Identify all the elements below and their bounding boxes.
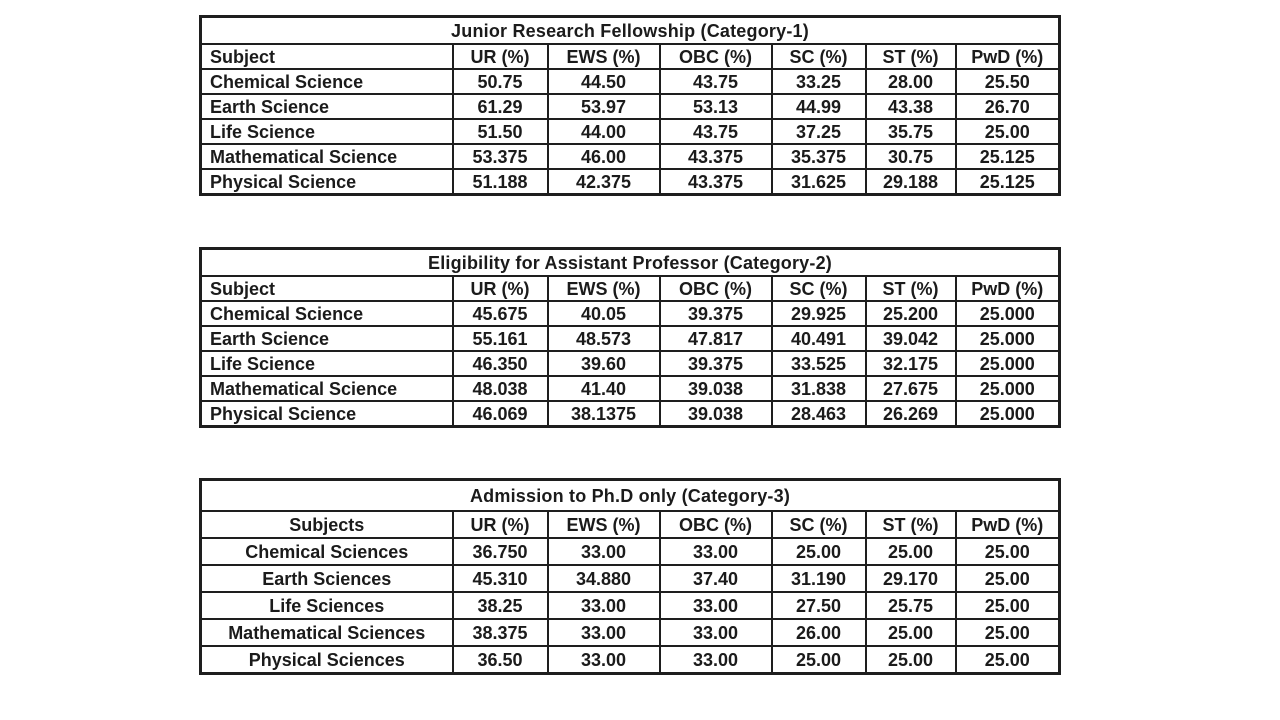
column-header: OBC (%) [660,511,772,538]
table-row [201,169,1060,195]
column-header: EWS (%) [548,276,660,301]
table-row [201,69,1060,94]
value-cell: 40.05 [548,301,660,326]
subject-cell: Chemical Science [201,301,453,326]
subject-cell: Physical Science [201,401,453,427]
value-cell: 51.50 [453,119,548,144]
value-cell: 50.75 [453,69,548,94]
value-cell: 25.00 [956,619,1060,646]
value-cell: 33.00 [660,538,772,565]
value-cell: 26.70 [956,94,1060,119]
value-cell: 29.188 [866,169,956,195]
value-cell: 47.817 [660,326,772,351]
subject-column-header: Subject [201,44,453,69]
column-header: UR (%) [453,511,548,538]
value-cell: 43.375 [660,169,772,195]
value-cell: 35.75 [866,119,956,144]
value-cell: 40.491 [772,326,866,351]
value-cell: 36.750 [453,538,548,565]
subject-cell: Earth Science [201,326,453,351]
subject-cell: Earth Science [201,94,453,119]
value-cell: 25.00 [866,619,956,646]
value-cell: 33.525 [772,351,866,376]
column-header: SC (%) [772,511,866,538]
column-header: OBC (%) [660,276,772,301]
value-cell: 39.375 [660,301,772,326]
table-row [201,565,1060,592]
value-cell: 39.038 [660,376,772,401]
value-cell: 39.375 [660,351,772,376]
value-cell: 25.000 [956,326,1060,351]
value-cell: 44.00 [548,119,660,144]
table-row [201,94,1060,119]
subject-cell: Mathematical Science [201,376,453,401]
column-header: ST (%) [866,276,956,301]
column-header: SC (%) [772,276,866,301]
value-cell: 43.375 [660,144,772,169]
value-cell: 44.99 [772,94,866,119]
value-cell: 41.40 [548,376,660,401]
value-cell: 53.375 [453,144,548,169]
value-cell: 39.60 [548,351,660,376]
table-title: Junior Research Fellowship (Category-1) [201,17,1060,45]
subject-column-header: Subjects [201,511,453,538]
table-row [201,401,1060,427]
subject-cell: Chemical Sciences [201,538,453,565]
value-cell: 53.13 [660,94,772,119]
value-cell: 26.00 [772,619,866,646]
column-header-row [201,44,1060,69]
column-header: OBC (%) [660,44,772,69]
table-row [201,592,1060,619]
table-title-row [201,17,1060,45]
value-cell: 25.00 [956,646,1060,674]
value-cell: 36.50 [453,646,548,674]
value-cell: 25.00 [956,538,1060,565]
value-cell: 33.00 [548,592,660,619]
value-cell: 34.880 [548,565,660,592]
table-title: Eligibility for Assistant Professor (Category-2) [201,249,1060,277]
value-cell: 25.000 [956,401,1060,427]
value-cell: 25.000 [956,351,1060,376]
value-cell: 30.75 [866,144,956,169]
value-cell: 33.00 [548,538,660,565]
subject-cell: Earth Sciences [201,565,453,592]
column-header: UR (%) [453,44,548,69]
value-cell: 45.310 [453,565,548,592]
table-row [201,301,1060,326]
table-row [201,619,1060,646]
value-cell: 61.29 [453,94,548,119]
value-cell: 25.125 [956,169,1060,195]
value-cell: 25.00 [866,538,956,565]
value-cell: 31.625 [772,169,866,195]
value-cell: 33.00 [660,646,772,674]
subject-cell: Mathematical Sciences [201,619,453,646]
value-cell: 45.675 [453,301,548,326]
column-header: PwD (%) [956,511,1060,538]
column-header: PwD (%) [956,276,1060,301]
value-cell: 42.375 [548,169,660,195]
value-cell: 43.75 [660,119,772,144]
value-cell: 25.00 [866,646,956,674]
table-title-row [201,480,1060,512]
column-header: SC (%) [772,44,866,69]
value-cell: 28.00 [866,69,956,94]
table-row [201,538,1060,565]
column-header: EWS (%) [548,511,660,538]
cutoff-table-category-2 [199,247,1061,428]
subject-column-header: Subject [201,276,453,301]
table-row [201,646,1060,674]
value-cell: 29.170 [866,565,956,592]
value-cell: 27.50 [772,592,866,619]
value-cell: 37.40 [660,565,772,592]
column-header: EWS (%) [548,44,660,69]
column-header-row [201,511,1060,538]
value-cell: 51.188 [453,169,548,195]
value-cell: 35.375 [772,144,866,169]
table-row [201,119,1060,144]
value-cell: 31.838 [772,376,866,401]
value-cell: 29.925 [772,301,866,326]
value-cell: 33.25 [772,69,866,94]
column-header: ST (%) [866,44,956,69]
value-cell: 48.038 [453,376,548,401]
value-cell: 53.97 [548,94,660,119]
value-cell: 38.1375 [548,401,660,427]
value-cell: 28.463 [772,401,866,427]
value-cell: 37.25 [772,119,866,144]
value-cell: 38.25 [453,592,548,619]
column-header: PwD (%) [956,44,1060,69]
table-row [201,376,1060,401]
value-cell: 25.00 [772,646,866,674]
subject-cell: Life Science [201,119,453,144]
value-cell: 33.00 [660,619,772,646]
table-row [201,351,1060,376]
table-title-row [201,249,1060,277]
column-header: ST (%) [866,511,956,538]
value-cell: 26.269 [866,401,956,427]
value-cell: 33.00 [548,646,660,674]
subject-cell: Chemical Science [201,69,453,94]
value-cell: 25.00 [956,592,1060,619]
value-cell: 25.00 [772,538,866,565]
value-cell: 48.573 [548,326,660,351]
value-cell: 25.000 [956,301,1060,326]
subject-cell: Mathematical Science [201,144,453,169]
column-header: UR (%) [453,276,548,301]
value-cell: 39.042 [866,326,956,351]
value-cell: 38.375 [453,619,548,646]
value-cell: 31.190 [772,565,866,592]
value-cell: 43.75 [660,69,772,94]
value-cell: 55.161 [453,326,548,351]
table-title: Admission to Ph.D only (Category-3) [201,480,1060,512]
value-cell: 43.38 [866,94,956,119]
value-cell: 39.038 [660,401,772,427]
value-cell: 33.00 [660,592,772,619]
value-cell: 25.75 [866,592,956,619]
table-row [201,326,1060,351]
cutoff-table-category-3 [199,478,1061,675]
subject-cell: Life Science [201,351,453,376]
value-cell: 44.50 [548,69,660,94]
value-cell: 46.00 [548,144,660,169]
subject-cell: Physical Sciences [201,646,453,674]
value-cell: 25.00 [956,119,1060,144]
value-cell: 25.200 [866,301,956,326]
value-cell: 27.675 [866,376,956,401]
column-header-row [201,276,1060,301]
table-row [201,144,1060,169]
value-cell: 46.350 [453,351,548,376]
subject-cell: Physical Science [201,169,453,195]
value-cell: 32.175 [866,351,956,376]
subject-cell: Life Sciences [201,592,453,619]
value-cell: 25.50 [956,69,1060,94]
value-cell: 33.00 [548,619,660,646]
value-cell: 25.00 [956,565,1060,592]
value-cell: 25.000 [956,376,1060,401]
cutoff-table-category-1 [199,15,1061,196]
value-cell: 46.069 [453,401,548,427]
value-cell: 25.125 [956,144,1060,169]
